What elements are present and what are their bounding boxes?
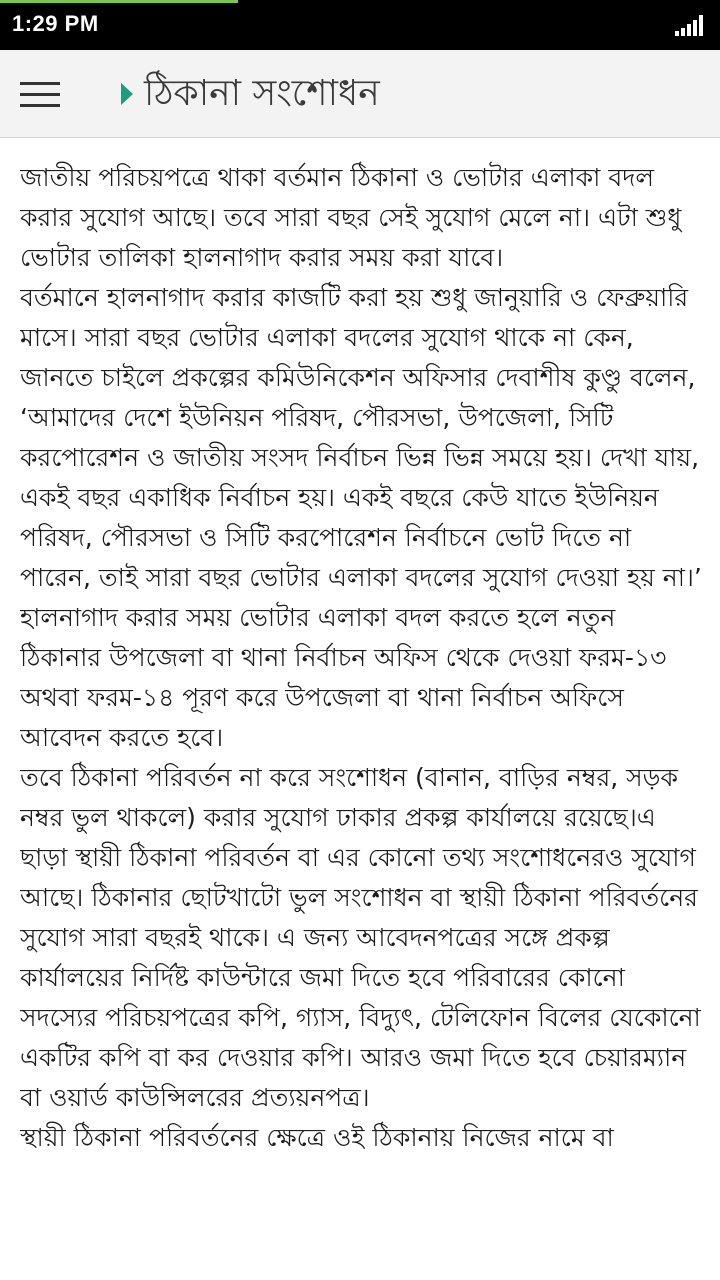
app-bar [0, 50, 720, 138]
status-bar [0, 0, 720, 50]
hamburger-menu-icon [20, 82, 60, 108]
page-title: ঠিকানা সংশোধন [144, 73, 380, 114]
article-body [20, 158, 704, 1280]
article-paragraph-3: তবে ঠিকানা পরিবর্তন না করে সংশোধন (বানান, বাড়ির নম্বর, সড়ক নম্বর ভুল থাকলে) করার সুযোগ ঢাকার প্রকল্প কার্যালয়ে রয়েছে।এ ছাড়া স্থায়ী ঠিকানা পরিবর্তন বা এর কোনো তথ্য সংশোধনেরও সুযোগ আছে। ঠিকানার ছোটখাটো ভুল সংশোধন বা স্থায়ী ঠিকানা পরিবর্তনের সুযোগ সারা বছরই থাকে। এ জন্য আবেদনপত্রের সঙ্গে প্রকল্প কার্যালয়ের নির্দিষ্ট কাউন্টারে জমা দিতে হবে পরিবারের কোনো সদস্যের পরিচয়পত্রের কপি, গ্যাস, বিদ্যুৎ, টেলিফোন বিলের যেকোনো একটির কপি বা কর দেওয়ার কপি। আরও জমা দিতে হবে চেয়ারম্যান বা ওয়ার্ড কাউন্সিলরের প্রত্যয়নপত্র। [20, 763, 701, 1112]
article-paragraph-2: বর্তমানে হালনাগাদ করার কাজটি করা হয় শুধু জানুয়ারি ও ফেব্রুয়ারি মাসে। সারা বছর ভোটার এলাকা বদলের সুযোগ থাকে না কেন, জানতে চাইলে প্রকল্পের কমিউনিকেশন অফিসার দেবাশীষ কুণ্ডু বলেন, ‘আমাদের দেশে ইউনিয়ন পরিষদ, পৌরসভা, উপজেলা, সিটি করপোরেশন ও জাতীয় সংসদ নির্বাচন ভিন্ন ভিন্ন সময়ে হয়। দেখা যায়, একই বছর একাধিক নির্বাচন হয়। একই বছরে কেউ যাতে ইউনিয়ন পরিষদ, পৌরসভা ও সিটি করপোরেশন নির্বাচনে ভোট দিতে না পারেন, তাই সারা বছর ভোটার এলাকা বদলের সুযোগ দেওয়া হয় না।’ হালনাগাদ করার সময় ভোটার এলাকা বদল করতে হলে নতুন ঠিকানার উপজেলা বা থানা নির্বাচন অফিস থেকে দেওয়া ফরম-১৩ অথবা ফরম-১৪ পূরণ করে উপজেলা বা থানা নির্বাচন অফিসে আবেদন করতে হবে। [20, 283, 702, 752]
signal-bars-icon [674, 14, 708, 36]
caret-right-icon [121, 83, 133, 105]
menu-button[interactable] [10, 64, 70, 124]
page-load-progress [0, 0, 238, 3]
article-paragraph-1: জাতীয় পরিচয়পত্রে থাকা বর্তমান ঠিকানা ও ভোটার এলাকা বদল করার সুযোগ আছে। তবে সারা বছর সেই সুযোগ মেলে না। এটা শুধু ভোটার তালিকা হালনাগাদ করার সময় করা যাবে। [20, 163, 682, 272]
article-paragraph-4: স্থায়ী ঠিকানা পরিবর্তনের ক্ষেত্রে ওই ঠিকানায় নিজের নামে বা [20, 1123, 614, 1152]
status-time: 1:29 PM [12, 11, 99, 36]
